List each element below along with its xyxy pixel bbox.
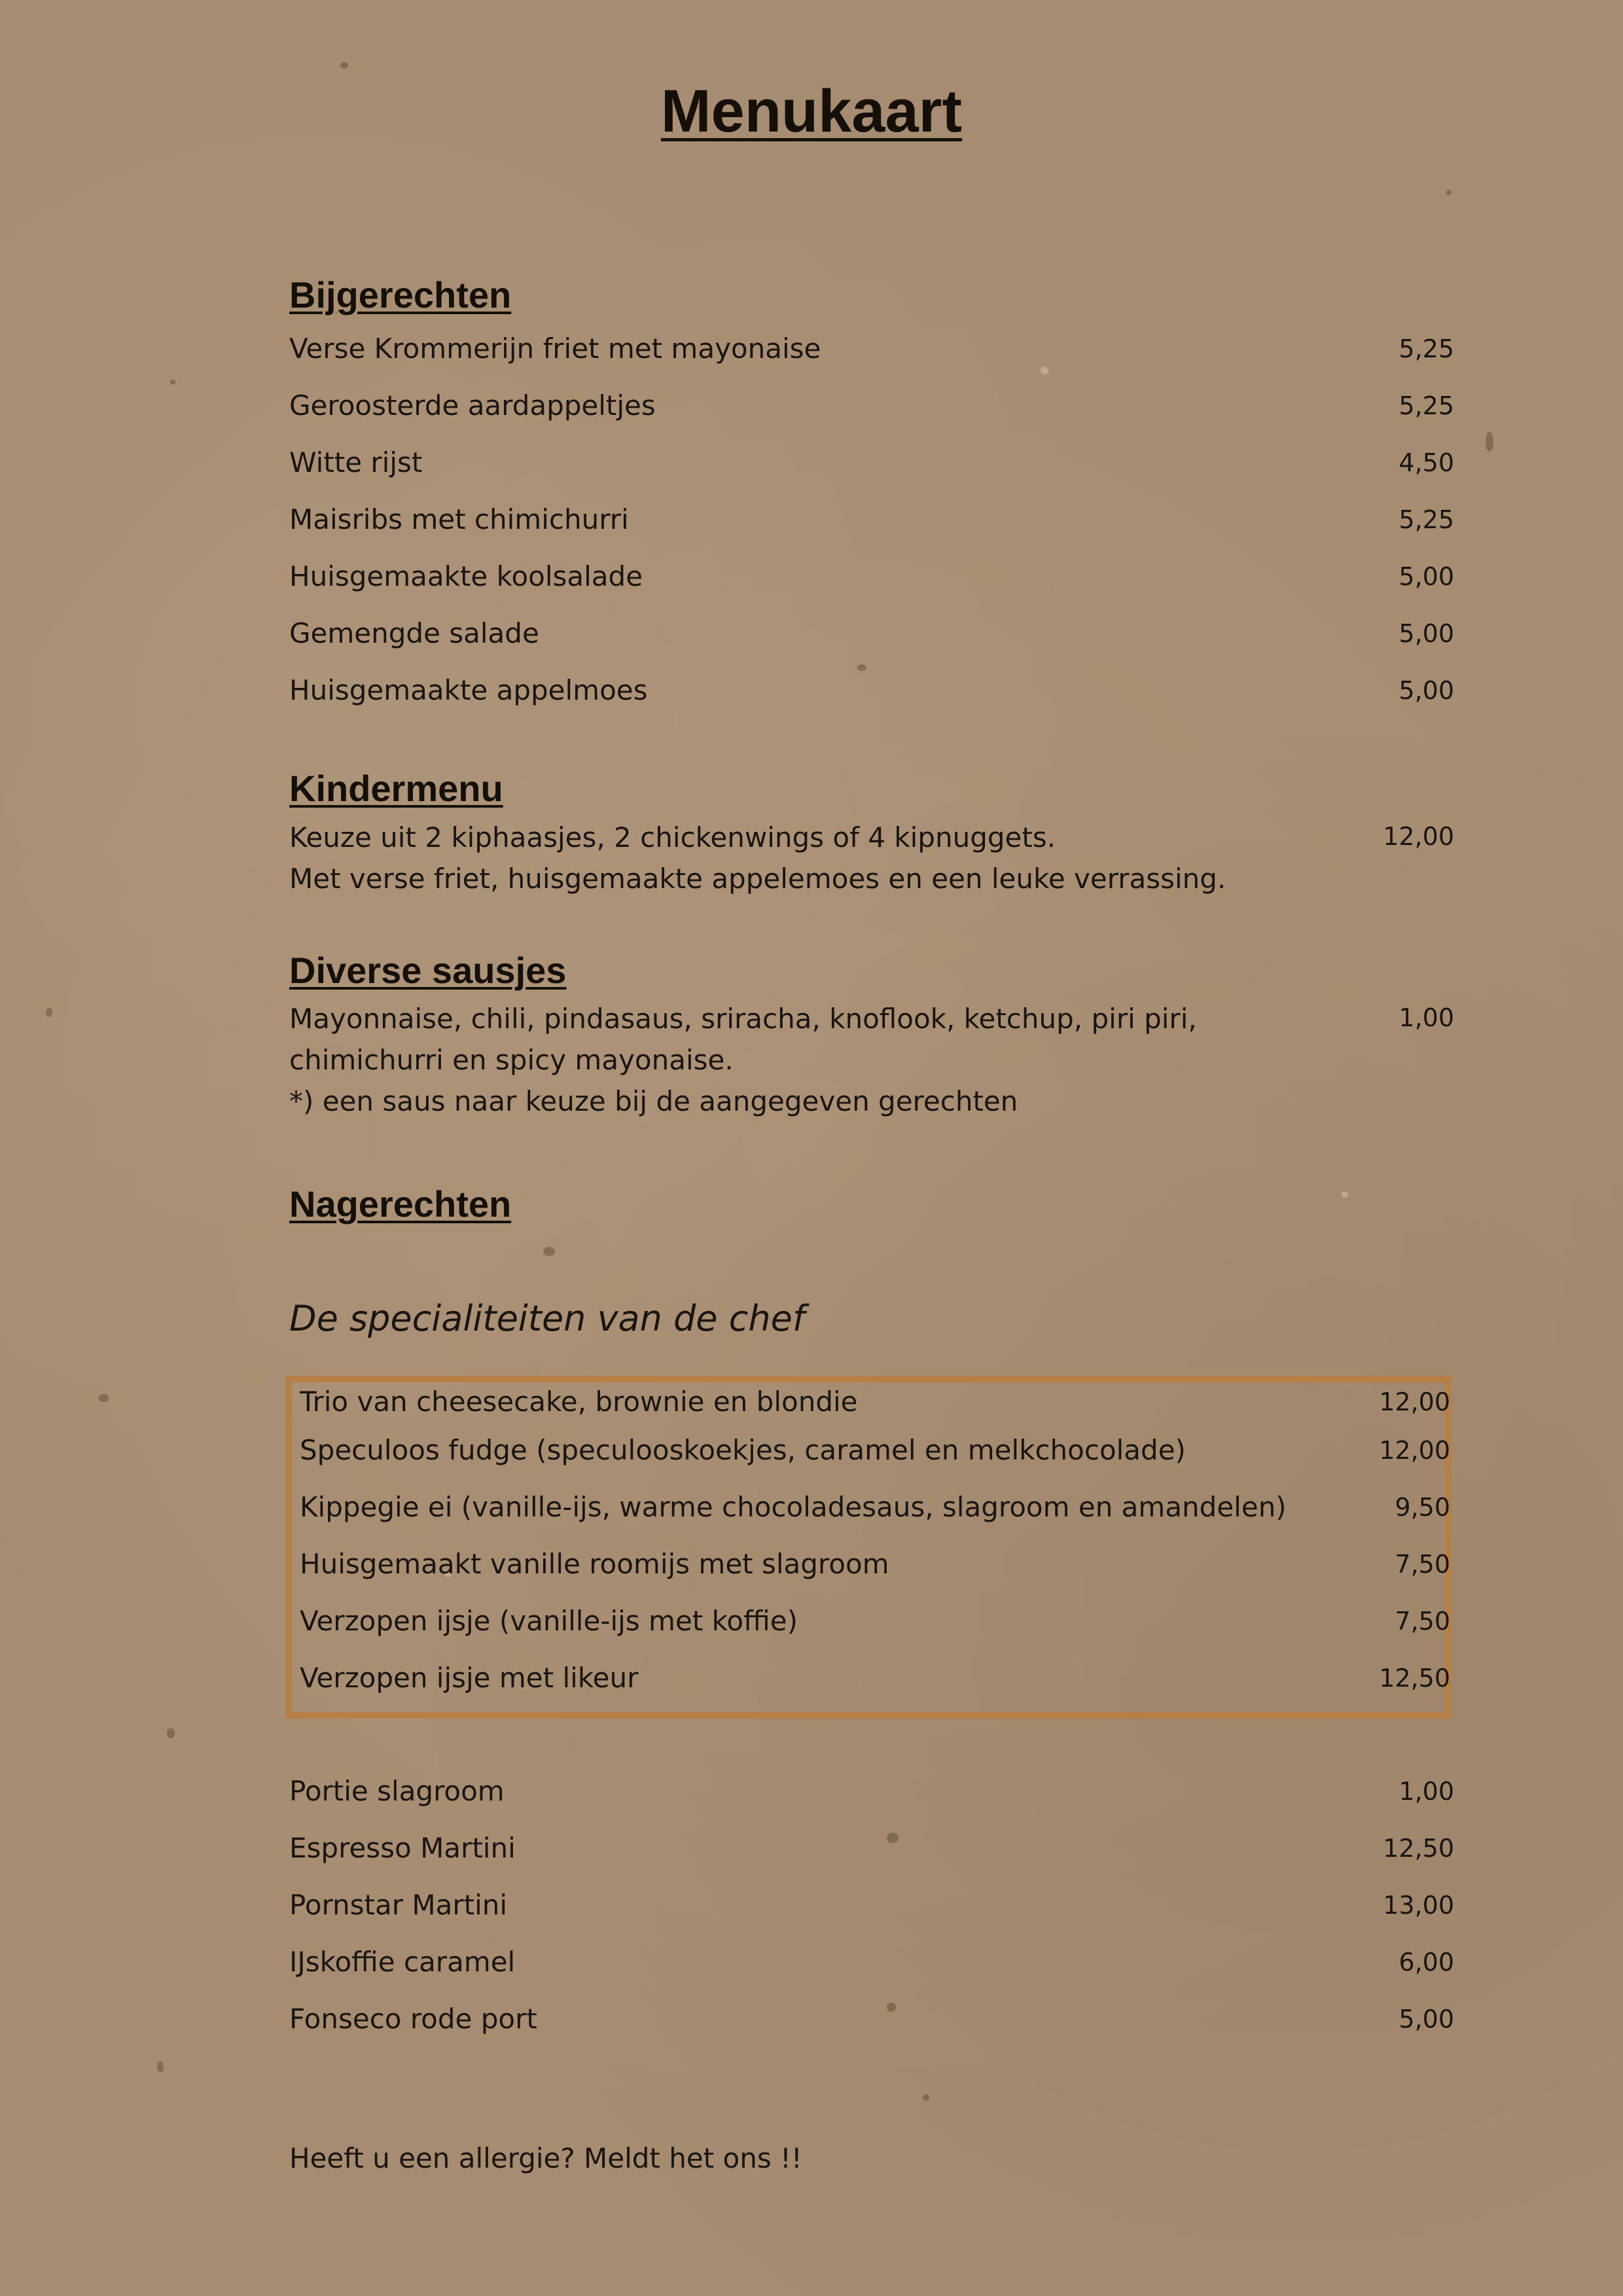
- menu-item: [300, 1602, 1450, 1641]
- item-price: 6,00: [1399, 1948, 1454, 1977]
- item-name: Verse Krommerijn friet met mayonaise: [289, 332, 821, 365]
- menu-item: [300, 1545, 1450, 1584]
- item-name: Maisribs met chimichurri: [289, 503, 629, 535]
- menu-item: [300, 1431, 1450, 1470]
- menu-item: [300, 1488, 1450, 1527]
- item-price: 5,25: [1399, 505, 1454, 534]
- item-price: 12,00: [1379, 1388, 1450, 1416]
- paper-speck: [98, 1394, 109, 1402]
- paper-speck: [1446, 190, 1452, 195]
- item-price: 5,25: [1399, 391, 1454, 420]
- menu-item: [289, 386, 1454, 425]
- paper-speck: [1486, 432, 1493, 452]
- item-name: Huisgemaakt vanille roomijs met slagroom: [300, 1548, 889, 1580]
- item-price: 5,00: [1399, 619, 1454, 648]
- paper-speck: [923, 2094, 929, 2101]
- item-name: Speculoos fudge (speculooskoekjes, caramel en melkchocolade): [300, 1434, 1186, 1466]
- item-name: Portie slagroom: [289, 1775, 505, 1807]
- paper-speck: [340, 62, 348, 69]
- item-price: 5,00: [1399, 562, 1454, 591]
- item-name: Huisgemaakte appelmoes: [289, 674, 648, 706]
- sausjes-footnote: *) een saus naar keuze bij de aangegeven gerechten: [289, 1085, 1018, 1117]
- item-name: Fonseco rode port: [289, 2003, 537, 2035]
- item-price: 4,50: [1399, 448, 1454, 477]
- item-name: IJskoffie caramel: [289, 1946, 516, 1978]
- paper-speck: [157, 2062, 164, 2072]
- kindermenu-description-line-1: Keuze uit 2 kiphaasjes, 2 chickenwings of 4 kipnuggets.: [289, 821, 1056, 853]
- item-price: 9,50: [1395, 1493, 1450, 1522]
- chef-specials-subheading: De specialiteiten van de chef: [289, 1298, 805, 1339]
- section-heading-kindermenu: Kindermenu: [289, 768, 503, 809]
- item-price: 7,50: [1395, 1550, 1450, 1579]
- paper-speck: [46, 1008, 52, 1017]
- allergy-notice: Heeft u een allergie? Meldt het ons !!: [289, 2142, 802, 2174]
- item-name: Gemengde salade: [289, 617, 539, 649]
- menu-item: [289, 500, 1454, 539]
- item-price: 5,00: [1399, 2005, 1454, 2034]
- section-heading-nagerechten: Nagerechten: [289, 1183, 512, 1225]
- item-price: 5,25: [1399, 334, 1454, 363]
- item-name: Witte rijst: [289, 446, 423, 478]
- item-name: Huisgemaakte koolsalade: [289, 560, 643, 592]
- item-price: 13,00: [1383, 1891, 1454, 1920]
- page-title: Menukaart: [660, 78, 963, 145]
- paper-speck: [167, 1728, 175, 1738]
- item-price: 5,00: [1399, 676, 1454, 705]
- menu-item: [300, 1659, 1450, 1698]
- item-name: Geroosterde aardappeltjes: [289, 389, 656, 422]
- menu-item: [289, 443, 1454, 482]
- menu-item: [289, 671, 1454, 710]
- paper-speck: [543, 1247, 555, 1256]
- item-name: Verzopen ijsje (vanille-ijs met koffie): [300, 1605, 798, 1637]
- item-name: Kippegie ei (vanille-ijs, warme chocoladesaus, slagroom en amandelen): [300, 1491, 1287, 1523]
- sausjes-price: 1,00: [1399, 1003, 1454, 1032]
- menu-item: [289, 329, 1454, 368]
- section-heading-bijgerechten: Bijgerechten: [289, 274, 512, 315]
- menu-item: [289, 614, 1454, 653]
- item-name: Trio van cheesecake, brownie en blondie: [300, 1386, 858, 1418]
- menu-item: [289, 557, 1454, 596]
- menu-item: [300, 1382, 1450, 1422]
- section-heading-sausjes: Diverse sausjes: [289, 950, 567, 991]
- paper-speck: [170, 380, 175, 385]
- item-name: Pornstar Martini: [289, 1889, 508, 1921]
- sausjes-description-line-2: chimichurri en spicy mayonaise.: [289, 1044, 734, 1076]
- menu-item: [289, 1829, 1454, 1868]
- kindermenu-description-line-2: Met verse friet, huisgemaakte appelemoes en een leuke verrassing.: [289, 863, 1226, 895]
- kindermenu-price: 12,00: [1383, 822, 1454, 851]
- item-price: 12,50: [1379, 1664, 1450, 1693]
- paper-speck: [857, 664, 866, 671]
- menu-item: [289, 1886, 1454, 1925]
- paper-speck: [1342, 1191, 1348, 1198]
- item-name: Verzopen ijsje met likeur: [300, 1662, 639, 1694]
- item-price: 1,00: [1399, 1777, 1454, 1806]
- menu-item: [289, 1772, 1454, 1811]
- chef-specials-box: [285, 1376, 1452, 1719]
- item-price: 7,50: [1395, 1607, 1450, 1636]
- item-price: 12,50: [1383, 1834, 1454, 1863]
- item-name: Espresso Martini: [289, 1832, 516, 1864]
- menu-item: [289, 2000, 1454, 2039]
- menu-item: [289, 1943, 1454, 1982]
- item-price: 12,00: [1379, 1436, 1450, 1465]
- sausjes-description-line-1: Mayonnaise, chili, pindasaus, sriracha, knoflook, ketchup, piri piri,: [289, 1003, 1197, 1035]
